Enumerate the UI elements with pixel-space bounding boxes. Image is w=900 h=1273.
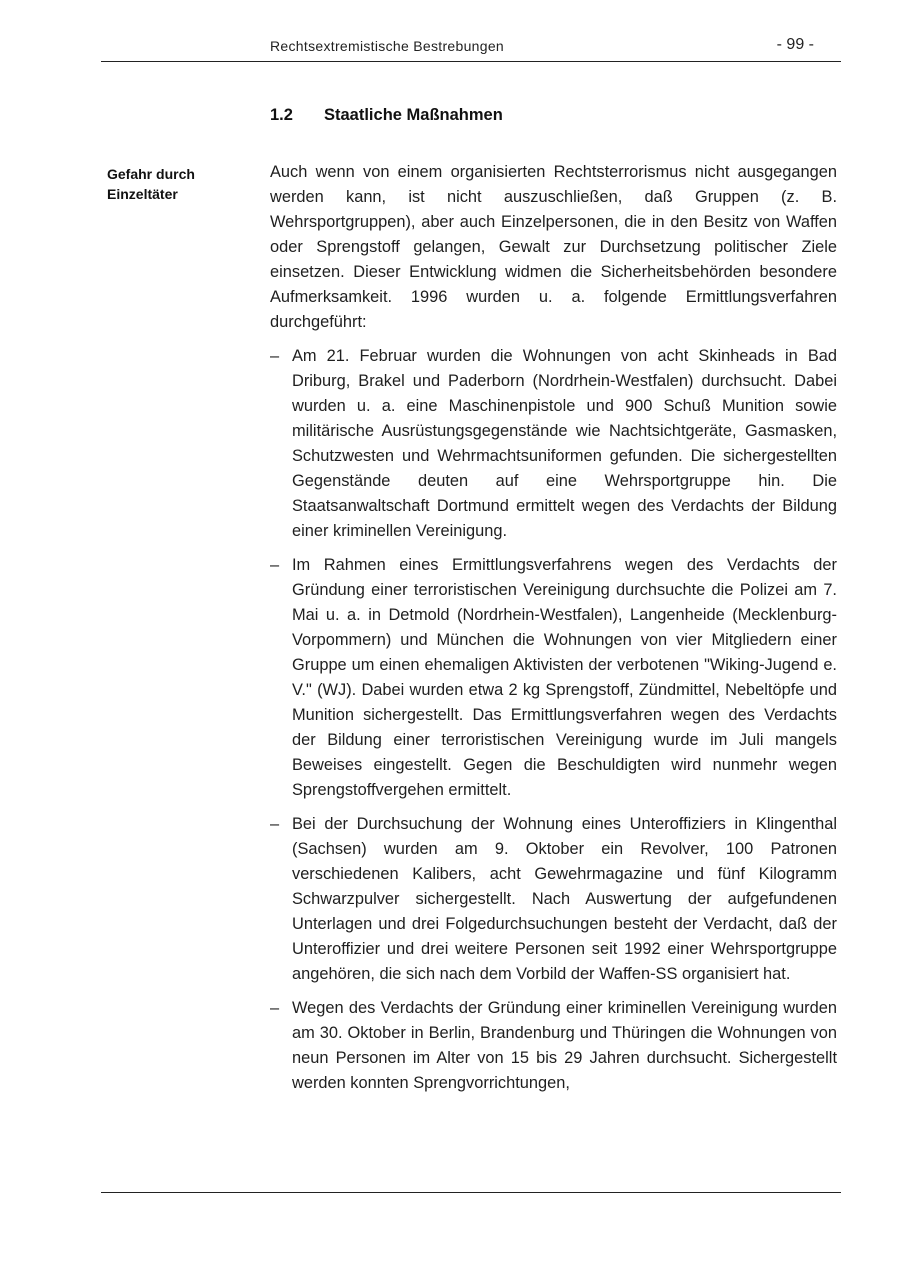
list-dash: – xyxy=(270,999,280,1017)
list-item xyxy=(270,344,837,544)
list-item-text: Am 21. Februar wurden die Wohnungen von acht Skinheads in Bad Driburg, Brakel und Paderborn (Nordrhein-Westfalen) durchsucht. Dabei wurden u. a. eine Maschinenpistole und 900 Schuß Munition sowie militärische Ausrüstungsgegenstände wie Nachtsichtgeräte, Gasmasken, Schutzwesten und Wehrmachtsuniformen gefunden. Die sichergestellten Gegenstände deuten auf eine Wehrsportgruppe hin. Die Staatsanwaltschaft Dortmund ermittelt wegen des Verdachts der Bildung einer kriminellen Vereinigung. xyxy=(292,347,837,540)
intro-paragraph: Auch wenn von einem organisierten Rechtsterrorismus nicht ausgegangen werden kann, ist nicht auszuschließen, daß Gruppen (z. B. Wehrsportgruppen), aber auch Einzelpersonen, die in den Besitz von Waffen oder Sprengstoff gelangen, Gewalt zur Durchsetzung politischer Ziele einsetzen. Dieser Entwicklung widmen die Sicherheitsbehörden besondere Aufmerksamkeit. 1996 wurden u. a. folgende Ermittlungsverfahren durchgeführt: xyxy=(270,163,837,331)
section-number: 1.2 xyxy=(270,106,293,124)
list-item xyxy=(270,812,837,987)
body-text xyxy=(270,160,837,1105)
list-item xyxy=(270,996,837,1096)
list-item-text: Wegen des Verdachts der Gründung einer kriminellen Vereinigung wurden am 30. Oktober in Berlin, Brandenburg und Thüringen die Wohnungen von neun Personen im Alter von 15 bis 29 Jahren durchsucht. Sichergestellt werden konnten Sprengvorrichtungen, xyxy=(292,999,837,1092)
list-item-text: Bei der Durchsuchung der Wohnung eines Unteroffiziers in Klingenthal (Sachsen) wurden am 9. Oktober ein Revolver, 100 Patronen verschiedenen Kalibers, acht Gewehrmagazine und fünf Kilogramm Schwarzpulver sichergestellt. Nach Auswertung der aufgefundenen Unterlagen und drei Folgedurchsuchungen besteht der Verdacht, daß der Unteroffizier und drei weitere Personen seit 1992 einer Wehrsportgruppe angehören, die sich nach dem Vorbild der Waffen-SS organisiert hat. xyxy=(292,815,837,983)
section-title: Staatliche Maßnahmen xyxy=(324,106,503,124)
list-dash: – xyxy=(270,347,280,365)
list-item xyxy=(270,553,837,803)
section-heading xyxy=(270,106,503,125)
list-dash: – xyxy=(270,556,280,574)
investigation-list xyxy=(270,344,837,1096)
list-dash: – xyxy=(270,815,280,833)
margin-note: Gefahr durch Einzeltäter xyxy=(107,166,195,202)
running-header-title: Rechtsextremistische Bestrebungen xyxy=(270,38,505,54)
footer-rule xyxy=(101,1192,841,1193)
page-number: - 99 - xyxy=(776,36,814,53)
list-item-text: Im Rahmen eines Ermittlungsverfahrens wegen des Verdachts der Gründung einer terroristischen Vereinigung durchsuchte die Polizei am 7. Mai u. a. in Detmold (Nordrhein-Westfalen), Langenheide (Mecklenburg-Vorpommern) und München die Wohnungen von vier Mitgliedern einer Gruppe um einen ehemaligen Aktivisten der verbotenen "Wiking-Jugend e. V." (WJ). Dabei wurden etwa 2 kg Sprengstoff, Zündmittel, Nebeltöpfe und Munition sichergestellt. Das Ermittlungsverfahren wegen des Verdachts der Bildung einer terroristischen Vereinigung wurde im Juli mangels Beweises eingestellt. Gegen die Beschuldigten wird nunmehr wegen Sprengstoffvergehen ermittelt. xyxy=(292,556,837,799)
header-rule xyxy=(101,61,841,62)
